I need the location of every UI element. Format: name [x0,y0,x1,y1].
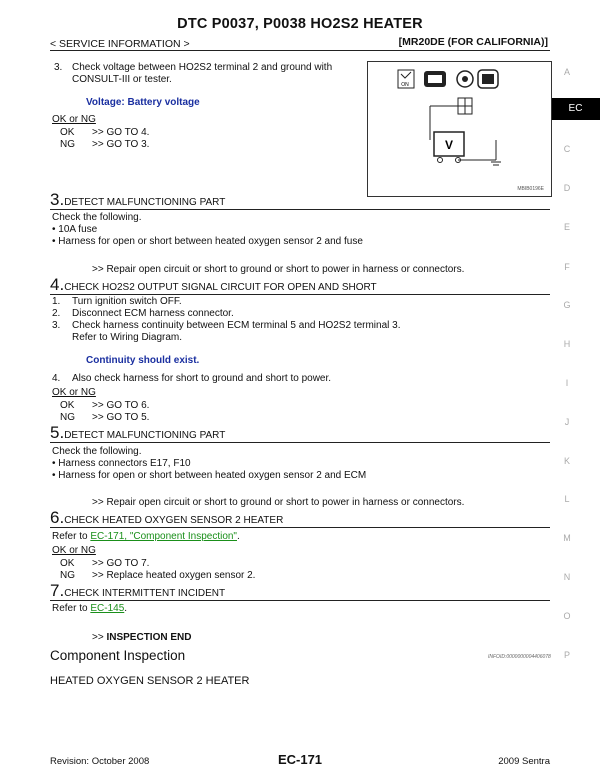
step4-ok-ng-label: OK or NG [52,387,96,398]
step4-ng-label: NG [60,412,75,423]
step6-rule [50,527,550,528]
step7-refer-prefix: Refer to [52,603,91,614]
side-tab-e[interactable]: E [563,222,570,232]
side-tab-d[interactable]: D [563,183,571,193]
step7-num: 7. [50,581,65,600]
step4-ok-label: OK [60,400,75,411]
ng-action: >> GO TO 3. [92,139,150,150]
step3-intro: Check the following. [52,212,142,223]
check-voltage-num: 3. [54,62,63,73]
step4-item-3-num: 3. [52,320,61,331]
step6-heading [50,508,283,528]
step3-num: 3. [50,190,65,209]
svg-text:ON: ON [401,82,409,88]
ok-action: >> GO TO 4. [92,127,150,138]
side-tab-l[interactable]: L [564,494,570,504]
step4-item-4: Also check harness for short to ground and short to power. [72,373,332,384]
check-voltage-line2: CONSULT-III or tester. [72,74,172,85]
step6-ng-label: NG [60,570,75,581]
step4-item-3: Check harness continuity between ECM terminal 5 and HO2S2 terminal 3. [72,320,401,331]
check-voltage-line1: Check voltage between HO2S2 terminal 2 and ground with [72,62,333,73]
voltage-check-figure [367,61,552,197]
step6-title: CHECK HEATED OXYGEN SENSOR 2 HEATER [64,515,284,526]
step6-ok-action: >> GO TO 7. [92,558,150,569]
service-info-label: < SERVICE INFORMATION > [50,38,190,50]
side-tab-a[interactable]: A [563,67,570,77]
step6-refer-suffix: . [237,531,240,542]
inspection-end-prefix: >> [92,632,107,643]
side-tab-n[interactable]: N [563,572,571,582]
page-number: EC-171 [277,752,323,767]
side-tab-h[interactable]: H [563,339,571,349]
step6-ng-action: >> Replace heated oxygen sensor 2. [92,570,256,581]
ec-145-link[interactable]: EC-145 [90,603,125,614]
step5-intro: Check the following. [52,446,142,457]
ok-label: OK [60,127,75,138]
side-tab-o[interactable]: O [563,611,571,621]
step4-num: 4. [50,275,65,294]
step4-title: CHECK HO2S2 OUTPUT SIGNAL CIRCUIT FOR OPEN AND SHORT [64,282,377,293]
step5-item-1: • Harness connectors E17, F10 [52,458,191,469]
step7-refer [52,603,127,615]
step4-ok-action: >> GO TO 6. [92,400,150,411]
component-inspection-link[interactable]: EC-171, "Component Inspection" [90,531,237,542]
step4-item-4-num: 4. [52,373,61,384]
side-tab-c[interactable]: C [563,144,571,154]
side-tab-m[interactable]: M [563,533,571,543]
key-icon [401,72,411,78]
step3-heading [50,190,225,210]
ng-label: NG [60,139,75,150]
voltage-spec: Voltage: Battery voltage [86,97,200,108]
step4-heading [50,275,377,295]
step7-rule [50,600,550,601]
step6-ok-label: OK [60,558,75,569]
step4-ng-action: >> GO TO 5. [92,412,150,423]
ok-ng-label: OK or NG [52,114,96,125]
info-id: INFOID:0000000004406078 [488,654,551,660]
step4-rule [50,294,550,295]
component-inspection-heading: Component Inspection [50,648,186,663]
step4-item-2-num: 2. [52,308,61,319]
step6-refer [52,531,240,543]
step7-title: CHECK INTERMITTENT INCIDENT [64,588,226,599]
step5-num: 5. [50,423,65,442]
step7-refer-suffix: . [124,603,128,614]
step6-refer-prefix: Refer to [52,531,91,542]
step5-heading [50,423,225,443]
step7-heading [50,581,225,601]
page-title: DTC P0037, P0038 HO2S2 HEATER [177,16,423,32]
circuit-diagram [368,62,551,196]
continuity-spec: Continuity should exist. [86,355,200,366]
figure-code: MBIB0196E [517,186,544,192]
model-label: [MR20DE (FOR CALIFORNIA)] [398,36,548,48]
step4-item-2: Disconnect ECM harness connector. [72,308,234,319]
step3-item-1: • 10A fuse [52,224,98,235]
vehicle-model: 2009 Sentra [498,756,550,767]
step3-rule [50,209,550,210]
side-tab-k[interactable]: K [563,456,570,466]
step4-item-1-num: 1. [52,296,61,307]
side-tab-g[interactable]: G [563,300,571,310]
inspection-end [92,632,191,644]
step5-rule [50,442,550,443]
inspection-end-text: INSPECTION END [106,632,192,643]
voltmeter-label: V [444,138,454,152]
step3-action: >> Repair open circuit or short to ground or short to power in harness or connectors. [92,264,465,275]
step3-item-2: • Harness for open or short between heated oxygen sensor 2 and fuse [52,236,363,247]
step5-title: DETECT MALFUNCTIONING PART [64,430,226,441]
side-tab-ec[interactable]: EC [551,98,600,120]
step4-item-1: Turn ignition switch OFF. [72,296,182,307]
step3-title: DETECT MALFUNCTIONING PART [64,197,226,208]
step5-action: >> Repair open circuit or short to ground or short to power in harness or connectors. [92,497,465,508]
ho2s2-heater-subheading: HEATED OXYGEN SENSOR 2 HEATER [50,675,250,687]
revision-date: Revision: October 2008 [50,756,150,767]
step6-ok-ng-label: OK or NG [52,545,96,556]
step4-refer: Refer to Wiring Diagram. [72,332,183,343]
side-tab-p[interactable]: P [563,650,570,660]
side-tab-j[interactable]: J [564,417,570,427]
step5-item-2: • Harness for open or short between heated oxygen sensor 2 and ECM [52,470,367,481]
side-tab-f[interactable]: F [564,262,570,272]
step6-num: 6. [50,508,65,527]
side-tab-i[interactable]: I [565,378,569,388]
header-rule [50,50,550,51]
